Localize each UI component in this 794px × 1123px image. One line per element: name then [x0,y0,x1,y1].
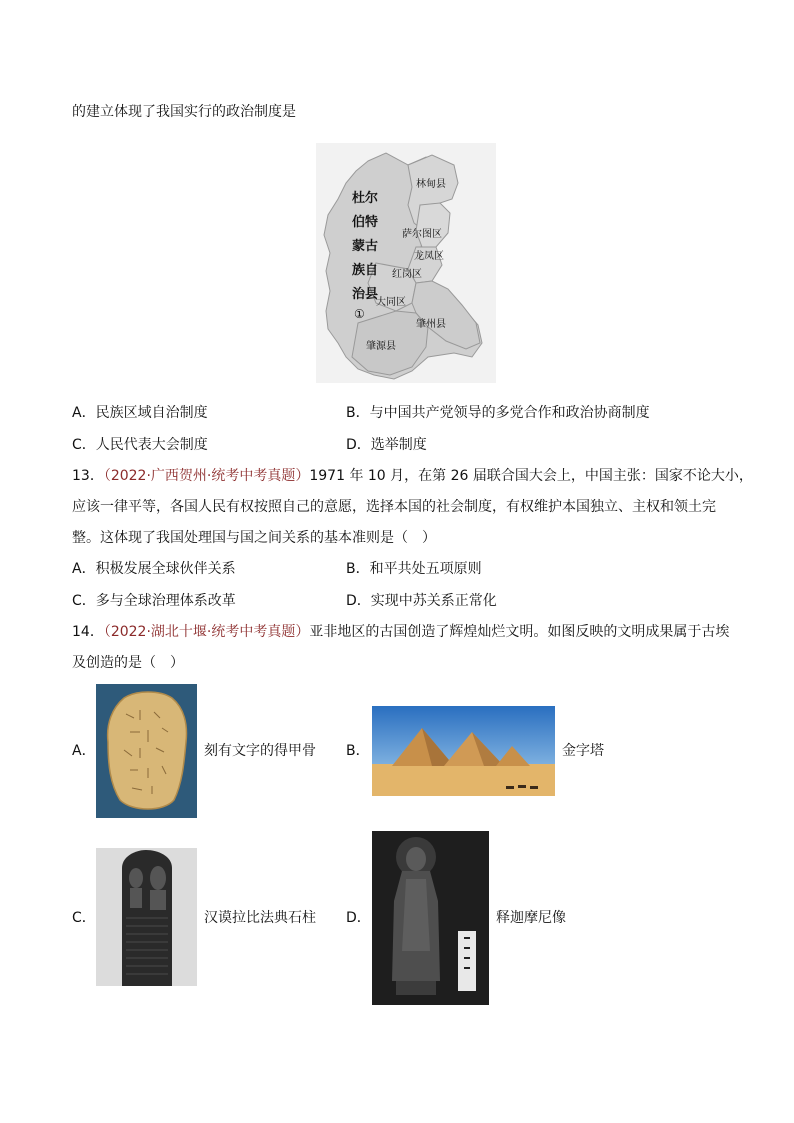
question-stem: 亚非地区的古国创造了辉煌灿烂文明。如图反映的文明成果属于古埃 [309,624,730,640]
q14-stem-line-1 [72,622,729,642]
map-label-longfeng: 龙凤区 [414,251,444,262]
q13-option-c[interactable] [72,591,236,611]
question-number: 14． [72,624,104,640]
q13-stem-line-1 [72,466,753,486]
option-text: 积极发展全球伙伴关系 [95,561,236,577]
q14-option-a-label: 刻有文字的得甲骨 [204,743,316,759]
map-label-zhaozhou: 肇州县 [416,319,446,330]
option-letter: D． [346,593,371,609]
map-label-zhaoyuan: 肇源县 [366,341,396,352]
q14-option-b-label: 金字塔 [562,743,604,759]
q14-option-a-letter[interactable]: A． [72,743,96,759]
oracle-bone-image[interactable] [96,684,197,818]
option-letter: C． [72,593,96,609]
map-label-lindian: 林甸县 [416,179,446,190]
option-text: 民族区域自治制度 [95,405,208,421]
map-label-circle-1: ① [354,307,365,321]
option-text: 选举制度 [370,437,427,453]
option-text: 人民代表大会制度 [95,437,208,453]
q13-option-d[interactable] [346,591,497,611]
map-label-honggang: 红岗区 [392,269,422,280]
q14-option-d-letter[interactable]: D． [346,910,371,926]
question-stem: 1971 年 10 月，在第 26 届联合国大会上，中国主张：国家不论大小， [309,468,753,484]
map-label-datong: 大同区 [376,297,406,308]
map-label-duerbote-5: 治县 [352,287,379,302]
map-label-duerbote-1: 杜尔 [352,191,379,206]
q12-option-c[interactable] [72,435,208,455]
option-text: 实现中苏关系正常化 [370,593,497,609]
option-letter: D． [346,437,371,453]
map-label-duerbote-4: 族自 [352,263,379,278]
option-text: 多与全球治理体系改革 [95,593,236,609]
q13-option-a[interactable] [72,559,236,579]
option-letter: A． [72,405,96,421]
daqing-map-figure [316,143,496,383]
question-number: 13． [72,468,104,484]
q12-option-a[interactable] [72,403,208,423]
q12-option-b[interactable] [346,403,650,423]
question-12-stem-tail: 的建立体现了我国实行的政治制度是 [72,104,296,120]
question-source: （2022·湖北十堰·统考中考真题） [103,624,310,640]
q13-stem-line-2: 应该一律平等，各国人民有权按照自己的意愿，选择本国的社会制度，有权维护本国独立、主权和领土完 [72,499,716,515]
option-text: 和平共处五项原则 [369,561,482,577]
option-text: 与中国共产党领导的多党合作和政治协商制度 [369,405,650,421]
q14-stem-line-2: 及创造的是（ ） [72,655,184,671]
hammurabi-stele-image[interactable] [96,848,197,986]
option-letter: B． [346,561,370,577]
option-letter: A． [72,561,96,577]
map-label-saertu: 萨尔图区 [402,229,442,240]
pyramids-image[interactable] [372,706,555,796]
q13-stem-line-3: 整。这体现了我国处理国与国之间关系的基本准则是（ ） [72,530,436,546]
option-letter: B． [346,405,370,421]
map-label-duerbote-3: 蒙古 [352,239,379,254]
buddha-statue-image[interactable] [372,831,489,1005]
q12-option-d[interactable] [346,435,427,455]
q14-option-c-letter[interactable]: C． [72,910,96,926]
q14-option-b-letter[interactable]: B． [346,743,370,759]
q13-option-b[interactable] [346,559,482,579]
question-source: （2022·广西贺州·统考中考真题） [103,468,310,484]
option-letter: C． [72,437,96,453]
map-graphic [316,143,496,383]
q14-option-d-label: 释迦摩尼像 [496,910,566,926]
map-label-duerbote-2: 伯特 [352,215,379,230]
q14-option-c-label: 汉谟拉比法典石柱 [204,910,316,926]
